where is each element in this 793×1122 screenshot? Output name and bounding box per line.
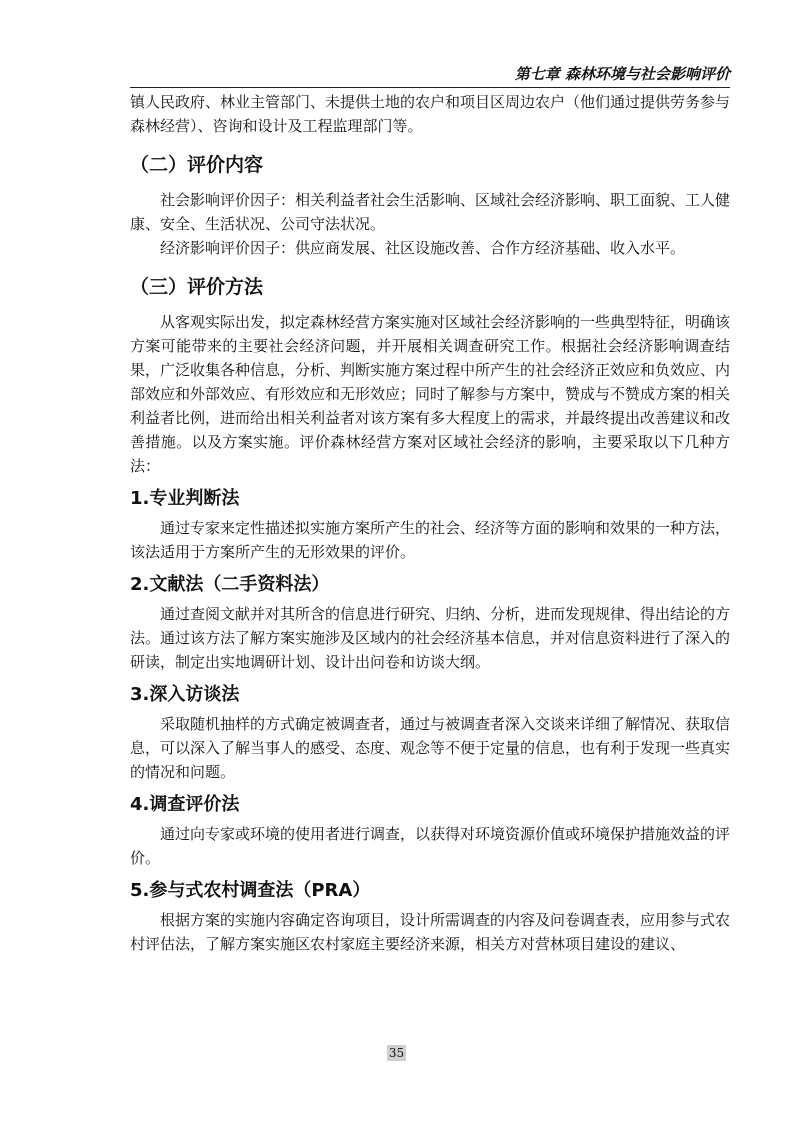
chapter-title: 第七章 森林环境与社会影响评价 [514, 65, 730, 83]
social-factors-paragraph: 社会影响评价因子：相关利益者社会生活影响、区域社会经济影响、职工面貌、工人健康、安全、生活状况、公司守法状况。 [130, 191, 731, 233]
page-body [130, 90, 730, 956]
method-heading-survey: 4.调查评价法 [130, 794, 240, 815]
method-text-survey: 通过向专家或环境的使用者进行调查，以获得对环境资源价值或环境保护措施效益的评价。 [130, 825, 731, 867]
method-heading-literature: 2.文献法（二手资料法） [130, 574, 330, 595]
method-heading-interview: 3.深入访谈法 [130, 684, 240, 705]
section-heading-evaluation-method: （三）评价方法 [130, 276, 264, 298]
economic-factors-paragraph: 经济影响评价因子：供应商发展、社区设施改善、合作方经济基础、收入水平。 [160, 239, 686, 257]
method-text-literature: 通过查阅文献并对其所含的信息进行研究、归纳、分析，进而发现规律、得出结论的方法。通过该方法了解方案实施涉及区域内的社会经济基本信息，并对信息资料进行了深入的研读，制定出实地调研计划、设计出问卷和访谈大纲。 [130, 605, 731, 671]
method-heading-pra: 5.参与式农村调查法（PRA） [130, 880, 371, 901]
method-text-pra: 根据方案的实施内容确定咨询项目，设计所需调查的内容及问卷调查表，应用参与式农村评估法，了解方案实施区农村家庭主要经济来源，相关方对营林项目建设的建议、 [130, 911, 731, 953]
method-intro-paragraph: 从客观实际出发，拟定森林经营方案实施对区域社会经济影响的一些典型特征，明确该方案可能带来的主要社会经济问题，并开展相关调查研究工作。根据社会经济影响调查结果，广泛收集各种信息，分析、判断实施方案过程中所产生的社会经济正效应和负效应、内部效应和外部效应、有形效应和无形效应；同时了解参与方案中，赞成与不赞成方案的相关利益者比例，进而给出相关利益者对该方案有多大程度上的需求，并最终提出改善建议和改善措施。以及方案实施。评价森林经营方案对区域社会经济的影响，主要采取以下几种方法： [130, 313, 731, 475]
intro-continuation-paragraph: 镇人民政府、林业主管部门、未提供土地的农户和项目区周边农户（他们通过提供劳务参与森林经营）、咨询和设计及工程监理部门等。 [130, 93, 731, 135]
method-text-interview: 采取随机抽样的方式确定被调查者，通过与被调查者深入交谈来详细了解情况、获取信息，可以深入了解当事人的感受、态度、观念等不便于定量的信息，也有利于发现一些真实的情况和问题。 [130, 715, 731, 781]
method-text-expert-judgment: 通过专家来定性描述拟实施方案所产生的社会、经济等方面的影响和效果的一种方法，该法适用于方案所产生的无形效果的评价。 [130, 519, 731, 561]
page-footer [0, 1042, 793, 1061]
method-heading-expert-judgment: 1.专业判断法 [130, 488, 240, 509]
running-header [130, 63, 730, 88]
section-heading-evaluation-content: （二）评价内容 [130, 154, 264, 176]
page-number: 35 [388, 1046, 405, 1060]
